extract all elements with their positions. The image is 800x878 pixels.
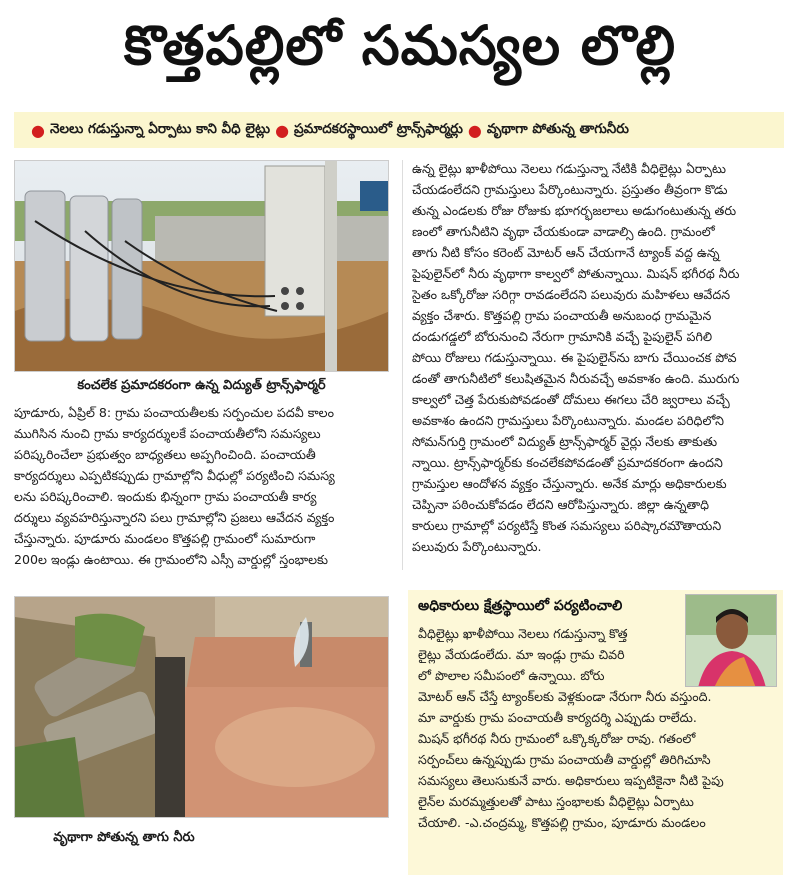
water-leak-photo	[14, 596, 389, 818]
right-line: పోయి రోజులు గడుస్తున్నాయి. ఈ పైపులైన్‌ను బాగు చేయించక పోవ	[412, 350, 737, 365]
subhead-1: నెలలు గడుస్తున్నా ఏర్పాటు కాని వీధి లైట్లు	[49, 120, 271, 137]
left-line: చేస్తున్నారు. పూడూరు మండలం కొత్తపల్లి గ్రామంలో సుమారుగా	[14, 531, 316, 546]
right-line: పలువురు పేర్కొంటున్నారు.	[412, 539, 542, 554]
right-line: వ్యక్తం చేశారు. కొత్తపల్లి గ్రామ పంచాయతీ అనుబంధ గ్రామమైన	[412, 308, 712, 323]
quote-line: లైట్లు వేయడంలేదు. మా ఇండ్లు గ్రామ చివరి	[418, 647, 625, 662]
bullet-icon: ●	[275, 120, 290, 140]
right-column-text	[412, 158, 784, 583]
right-line: ణంలో తాగునీటిని వృథా చేయకుండా వాడాల్సి ఉంది. గ్రామంలో	[412, 224, 715, 239]
subheadline-bar	[14, 112, 784, 148]
subhead-2: ప్రమాదకరస్థాయిలో ట్రాన్స్‌ఫార్మర్లు	[294, 120, 463, 137]
left-line: దర్శులు వ్యవహరిస్తున్నారని పలు గ్రామాల్లోని ప్రజలు ఆవేదన వ్యక్తం	[14, 510, 335, 525]
woman-portrait	[686, 595, 777, 687]
column-divider	[402, 160, 403, 570]
right-line: చేయడంలేదని గ్రామస్తులు పేర్కొంటున్నారు. ప్రస్తుతం తీవ్రంగా కొడు	[412, 182, 728, 197]
transformer-photo	[14, 160, 389, 372]
quote-line: వీధిలైట్లు ఖాళీపోయి నెలలు గడుస్తున్నా కొత్త	[418, 626, 628, 641]
transformer-illustration	[15, 161, 389, 372]
right-line: పైపులైన్‌లో నీరు వృథాగా కాల్వలో పోతున్నాయి. మిషన్ భగీరథ నీరు	[412, 266, 740, 281]
right-line: కాల్వలో చెత్త పేరుకుపోవడంతో దోమలు ఈగలు చేరి జ్వరాలు వచ్చే	[412, 392, 730, 407]
right-line: డంతో తాగునీటిలో కలుషితమైన నీరువచ్చే అవకాశం ఉంది. మురుగు	[412, 371, 740, 386]
quote-line: మోటర్ ఆన్ చేస్తే ట్యాంక్‌లకు వెళ్లకుండా నేరుగా నీరు వస్తుంది.	[418, 689, 712, 704]
quote-line: సమస్యలు తెలుసుకునే వారు. అధికారులు ఇప్పటికైనా నీటి పైపు	[418, 773, 724, 788]
quote-line: చేయాలి. -ఎ.చంద్రమ్మ, కొత్తపల్లి గ్రామం, పూడూరు మండలం	[418, 815, 706, 830]
quote-line: లో పొలాల సమీపంలో ఉన్నాయి. బోరు	[418, 668, 605, 683]
right-line: దండుగడ్డలో బోరునుంచి నేరుగా గ్రామానికి వచ్చే పైపులైన్ పగిలి	[412, 329, 713, 344]
quote-title: అధికారులు క్షేత్రస్థాయిలో పర్యటించాలి	[418, 598, 623, 614]
right-line: సైతం ఒక్కోరోజు సరిగ్గా రావడంలేదని పలువురు మహిళలు ఆవేదన	[412, 287, 731, 302]
left-line: లను పరిష్కరించాలి. ఇందుకు భిన్నంగా గ్రామ పంచాయతీ కార్య	[14, 489, 317, 504]
left-line: 200ల ఇండ్లు ఉంటాయి. ఈ గ్రామంలోని ఎస్సీ వార్డుల్లో స్తంభాలకు	[14, 552, 328, 567]
left-line: ముగిసిన నుంచి గ్రామ కార్యదర్శులకే పంచాయతీలోని సమస్యలు	[14, 426, 321, 441]
photo1-caption: కంచలేక ప్రమాదకరంగా ఉన్న విద్యుత్ ట్రాన్స్‌ఫార్మర్	[77, 378, 326, 393]
left-line: పూడూరు, ఏప్రిల్ 8: గ్రామ పంచాయతీలకు సర్పంచుల పదవీ కాలం	[14, 405, 334, 420]
right-line: ఉన్న లైట్లు ఖాళీపోయి నెలలు గడుస్తున్నా నేటికి వీధిలైట్లు ఏర్పాటు	[412, 161, 727, 176]
headline: కొత్తపల్లిలో సమస్యల లొల్లి	[123, 13, 677, 77]
portrait-photo	[685, 594, 777, 687]
water-illustration	[15, 597, 389, 818]
right-line: కారులు గ్రామాల్లో పర్యటిస్తే కొంత సమస్యలు పరిష్కారమౌతాయని	[412, 518, 722, 533]
right-line: న్నాయి. ట్రాన్స్‌ఫార్మర్‌కు కంచలేకపోవడంతో ప్రమాదకరంగా ఉందని	[412, 455, 723, 470]
quote-line: మా వార్డుకు గ్రామ పంచాయతీ కార్యదర్శి ఎప్పుడు రాలేదు.	[418, 710, 697, 725]
right-line: తున్న ఎండలకు రోజు రోజుకు భూగర్భజలాలు అడుగంటుతున్న తరు	[412, 203, 737, 218]
left-column-text	[14, 402, 389, 574]
right-line: అవకాశం ఉందని గ్రామస్తులు పేర్కొంటున్నారు. మండల పరిధిలోని	[412, 413, 724, 428]
bullet-icon: ●	[31, 120, 45, 140]
photo2-caption: వృథాగా పోతున్న తాగు నీరు	[53, 830, 195, 845]
right-line: గ్రామస్తుల ఆందోళన వ్యక్తం చేస్తున్నారు. అనేక మార్లు అధికారులకు	[412, 476, 727, 491]
right-line: తాగు నీటి కోసం కరెంట్ మోటర్ ఆన్ చేయగానే ట్యాంక్ వద్ద ఉన్న	[412, 245, 720, 260]
left-line: కార్యదర్శులు ఎప్పటికప్పుడు గ్రామాల్లోని వీధుల్లో పర్యటించి సమస్య	[14, 468, 335, 483]
right-line: చెప్పినా పఠించుకోవడం లేదని ఆరోపిస్తున్నారు. జిల్లా ఉన్నతాధి	[412, 497, 709, 512]
quote-line: సర్పంచ్‌లు ఉన్నప్పుడు గ్రామ పంచాయతీ వార్డుల్లో తిరిగిచూసి	[418, 752, 711, 767]
bullet-icon: ●	[467, 120, 482, 140]
quote-line: లైన్‌ల మరమ్మత్తులతో పాటు స్తంభాలకు వీధిలైట్లు ఏర్పాటు	[418, 794, 694, 809]
quote-line: మిషన్ భగీరథ నీరు గ్రామంలో ఒక్కొక్కరోజు రావు. గతంలో	[418, 731, 696, 746]
right-line: సోమన్‌గుర్తి గ్రామంలో విద్యుత్ ట్రాన్స్‌ఫార్మర్ వైర్లు నేలకు తాకుతు	[412, 434, 718, 449]
left-line: పరిష్కరించేలా ప్రభుత్వం బాధ్యతలు అప్పగించింది. పంచాయతీ	[14, 447, 316, 462]
subhead-3: వృథాగా పోతున్న తాగునీరు	[486, 120, 629, 137]
